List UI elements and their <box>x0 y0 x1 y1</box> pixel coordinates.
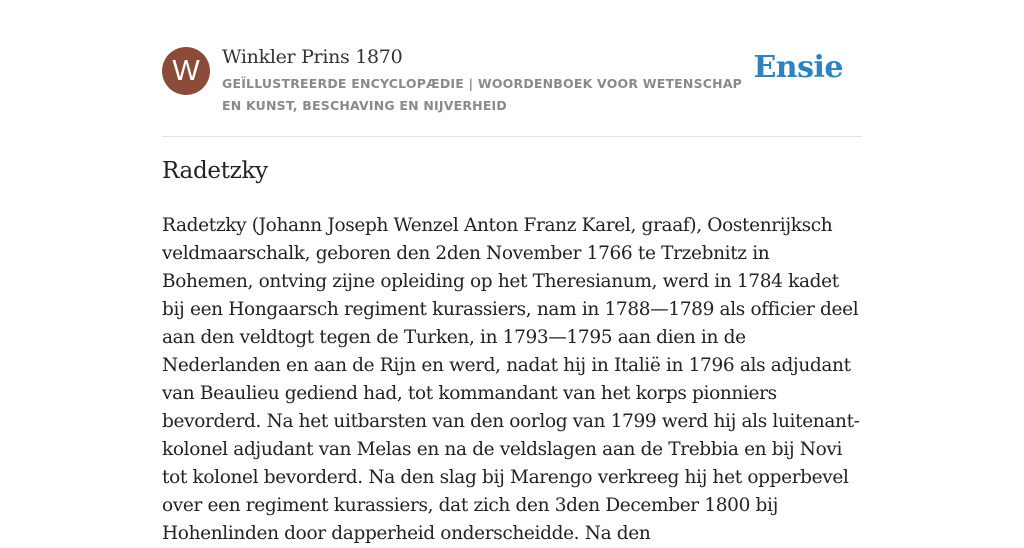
article-body: Radetzky (Johann Joseph Wenzel Anton Franz Karel, graaf), Oostenrijksch veldmaarschalk, geboren den 2den November 1766 te Trzebnitz in Bohemen, ontving zijne opleiding op het Theresianum, werd in 1784 kadet bij een Hongaarsch regiment kurassiers, nam in 1788—1789 als officier deel aan den veldtogt tegen de Turken, in 1793—1795 aan dien in de Nederlanden en aan de Rijn en werd, nadat hij in Italië in 1796 als adjudant van Beaulieu gediend had, tot kommandant van het korps pionniers bevorderd. Na het uitbarsten van den oorlog van 1799 werd hij als luitenant-kolonel adjudant van Melas en na de veldslagen aan de Trebbia en bij Novi tot kolonel bevorderd. Na den slag bij Marengo verkreeg hij het opperbevel over een regiment kurassiers, dat zich den 3den December 1800 bij Hohenlinden door dapperheid onderscheidde. Na den <box>162 215 860 544</box>
source-avatar[interactable]: W <box>162 47 210 95</box>
source-subtitle: GEÏLLUSTREERDE ENCYCLOPÆDIE | WOORDENBOEK VOOR WETENSCHAP EN KUNST, BESCHAVING EN NIJVERHEID <box>222 76 743 113</box>
ensie-logo[interactable]: Ensie <box>753 50 843 85</box>
article-title: Radetzky <box>162 158 268 184</box>
source-title[interactable]: Winkler Prins 1870 <box>222 46 403 68</box>
source-header <box>162 44 862 137</box>
